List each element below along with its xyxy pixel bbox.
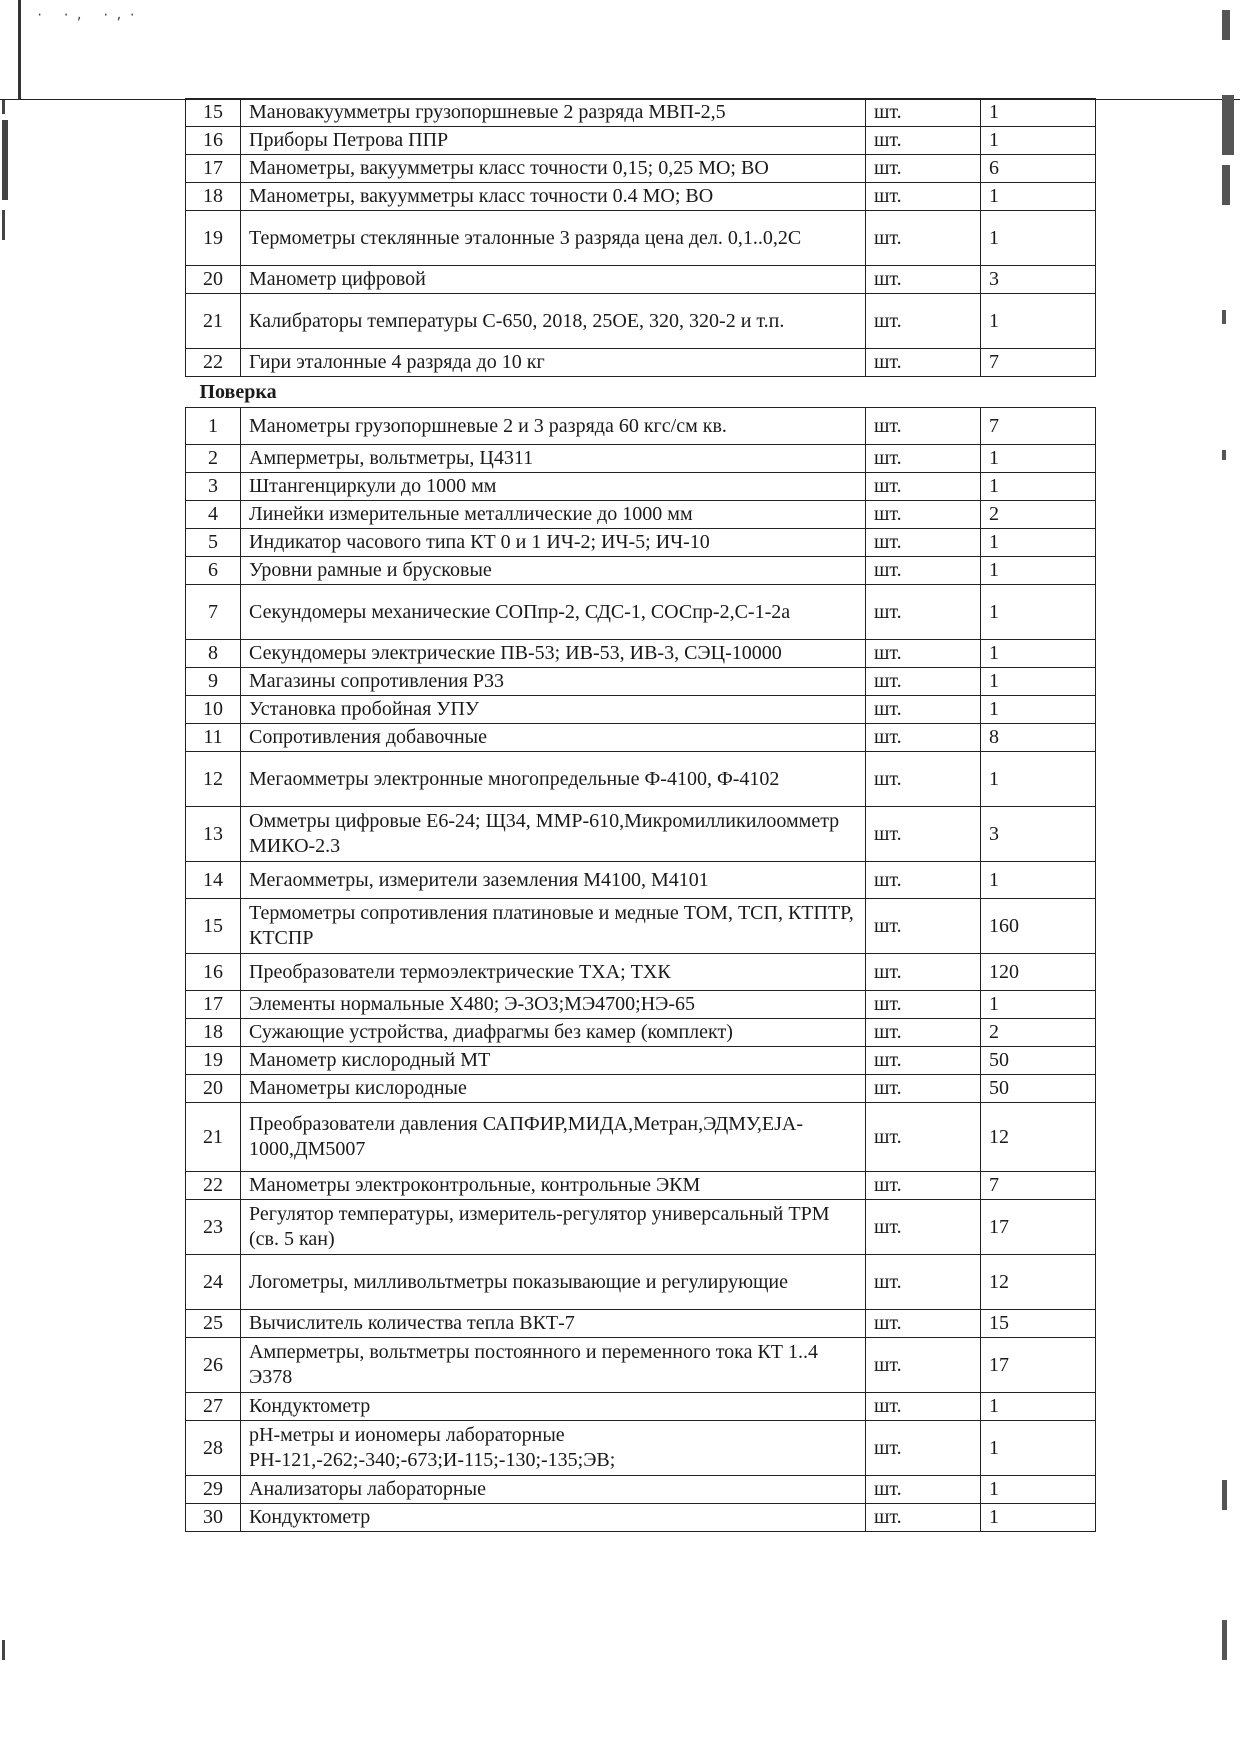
item-name: Манометры кислородные — [241, 1075, 866, 1103]
unit-cell: шт. — [866, 1103, 981, 1172]
quantity-cell: 1 — [981, 211, 1096, 266]
row-number: 10 — [186, 696, 241, 724]
row-number: 20 — [186, 266, 241, 294]
row-number: 21 — [186, 1103, 241, 1172]
quantity-cell: 8 — [981, 724, 1096, 752]
table-row — [186, 1255, 1096, 1310]
unit-cell: шт. — [866, 752, 981, 807]
table-row — [186, 862, 1096, 899]
row-number: 9 — [186, 668, 241, 696]
row-number: 15 — [186, 899, 241, 954]
unit-cell: шт. — [866, 211, 981, 266]
row-number: 15 — [186, 99, 241, 127]
table-row — [186, 1504, 1096, 1532]
unit-cell: шт. — [866, 899, 981, 954]
quantity-cell: 1 — [981, 1476, 1096, 1504]
unit-cell: шт. — [866, 1421, 981, 1476]
quantity-cell: 17 — [981, 1200, 1096, 1255]
row-number: 26 — [186, 1338, 241, 1393]
item-name: Амперметры, вольтметры, Ц4311 — [241, 445, 866, 473]
item-name: Уровни рамные и брусковые — [241, 557, 866, 585]
quantity-cell: 1 — [981, 529, 1096, 557]
unit-cell: шт. — [866, 1393, 981, 1421]
item-name: Амперметры, вольтметры постоянного и переменного тока КТ 1..4 Э378 — [241, 1338, 866, 1393]
unit-cell: шт. — [866, 1172, 981, 1200]
item-name: Элементы нормальные Х480; Э-3О3;МЭ4700;НЭ-65 — [241, 991, 866, 1019]
row-number: 27 — [186, 1393, 241, 1421]
item-name: Магазины сопротивления Р33 — [241, 668, 866, 696]
table-row — [186, 640, 1096, 668]
row-number: 3 — [186, 473, 241, 501]
item-name: Регулятор температуры, измеритель-регулятор универсальный ТРМ (св. 5 кан) — [241, 1200, 866, 1255]
quantity-cell: 50 — [981, 1047, 1096, 1075]
unit-cell: шт. — [866, 807, 981, 862]
quantity-cell: 15 — [981, 1310, 1096, 1338]
item-name: Кондуктометр — [241, 1504, 866, 1532]
table-row — [186, 1172, 1096, 1200]
item-name: Логометры, милливольтметры показывающие и регулирующие — [241, 1255, 866, 1310]
unit-cell: шт. — [866, 408, 981, 445]
item-name: Установка пробойная УПУ — [241, 696, 866, 724]
item-name: Манометры грузопоршневые 2 и 3 разряда 60 кгс/см кв. — [241, 408, 866, 445]
table-row — [186, 1200, 1096, 1255]
item-name: Линейки измерительные металлические до 1000 мм — [241, 501, 866, 529]
table-row — [186, 211, 1096, 266]
table-row — [186, 99, 1096, 127]
item-name: Мегаомметры, измерители заземления М4100, М4101 — [241, 862, 866, 899]
unit-cell: шт. — [866, 668, 981, 696]
unit-cell: шт. — [866, 445, 981, 473]
quantity-cell: 1 — [981, 668, 1096, 696]
table-row — [186, 1393, 1096, 1421]
row-number: 8 — [186, 640, 241, 668]
scan-left-edge-marks — [0, 60, 12, 1760]
quantity-cell: 1 — [981, 445, 1096, 473]
table-row — [186, 473, 1096, 501]
scan-speckles: · ·, ·,· — [36, 8, 142, 22]
quantity-cell: 160 — [981, 899, 1096, 954]
table-row — [186, 294, 1096, 349]
table-row — [186, 445, 1096, 473]
row-number: 16 — [186, 127, 241, 155]
table-row — [186, 1421, 1096, 1476]
unit-cell: шт. — [866, 1476, 981, 1504]
row-number: 22 — [186, 1172, 241, 1200]
quantity-cell: 1 — [981, 183, 1096, 211]
row-number: 30 — [186, 1504, 241, 1532]
quantity-cell: 1 — [981, 640, 1096, 668]
quantity-cell: 12 — [981, 1255, 1096, 1310]
row-number: 29 — [186, 1476, 241, 1504]
section-title: Поверка — [199, 380, 277, 403]
row-number: 19 — [186, 211, 241, 266]
unit-cell: шт. — [866, 1075, 981, 1103]
unit-cell: шт. — [866, 724, 981, 752]
table-row — [186, 991, 1096, 1019]
table-row — [186, 752, 1096, 807]
item-name: Кондуктометр — [241, 1393, 866, 1421]
row-number: 12 — [186, 752, 241, 807]
quantity-cell: 7 — [981, 1172, 1096, 1200]
item-name: Манометры электроконтрольные, контрольные ЭКМ — [241, 1172, 866, 1200]
item-name: Анализаторы лабораторные — [241, 1476, 866, 1504]
unit-cell: шт. — [866, 1255, 981, 1310]
table-row — [186, 529, 1096, 557]
item-name: Индикатор часового типа КТ 0 и 1 ИЧ-2; ИЧ-5; ИЧ-10 — [241, 529, 866, 557]
item-name: Мановакуумметры грузопоршневые 2 разряда МВП-2,5 — [241, 99, 866, 127]
row-number: 19 — [186, 1047, 241, 1075]
table-row — [186, 1075, 1096, 1103]
unit-cell: шт. — [866, 585, 981, 640]
row-number: 24 — [186, 1255, 241, 1310]
table-row — [186, 1310, 1096, 1338]
item-name: Преобразователи термоэлектрические ТХА; ТХК — [241, 954, 866, 991]
row-number: 21 — [186, 294, 241, 349]
row-number: 11 — [186, 724, 241, 752]
row-number: 2 — [186, 445, 241, 473]
unit-cell: шт. — [866, 1338, 981, 1393]
table-row — [186, 1019, 1096, 1047]
item-name: Манометры, вакуумметры класс точности 0,15; 0,25 МО; ВО — [241, 155, 866, 183]
table-row — [186, 1476, 1096, 1504]
unit-cell: шт. — [866, 1200, 981, 1255]
unit-cell: шт. — [866, 183, 981, 211]
item-name: Преобразователи давления САПФИР,МИДА,Метран,ЭДМУ,EJA-1000,ДМ5007 — [241, 1103, 866, 1172]
item-name: Сужающие устройства, диафрагмы без камер (комплект) — [241, 1019, 866, 1047]
table-row — [186, 954, 1096, 991]
item-name: Омметры цифровые Е6-24; Щ34, ММР-610,Микромилликилоомметр МИКО-2.3 — [241, 807, 866, 862]
quantity-cell: 1 — [981, 862, 1096, 899]
quantity-cell: 1 — [981, 696, 1096, 724]
unit-cell: шт. — [866, 862, 981, 899]
equipment-table — [185, 98, 1096, 1532]
table-row — [186, 557, 1096, 585]
row-number: 28 — [186, 1421, 241, 1476]
table-row — [186, 807, 1096, 862]
row-number: 1 — [186, 408, 241, 445]
unit-cell: шт. — [866, 127, 981, 155]
table-row — [186, 408, 1096, 445]
row-number: 18 — [186, 183, 241, 211]
quantity-cell: 1 — [981, 294, 1096, 349]
row-number: 7 — [186, 585, 241, 640]
item-name: Сопротивления добавочные — [241, 724, 866, 752]
item-name: Термометры сопротивления платиновые и медные ТОМ, ТСП, КТПТР, КТСПР — [241, 899, 866, 954]
row-number: 17 — [186, 155, 241, 183]
row-number: 23 — [186, 1200, 241, 1255]
quantity-cell: 1 — [981, 1421, 1096, 1476]
quantity-cell: 2 — [981, 501, 1096, 529]
table-row — [186, 696, 1096, 724]
unit-cell: шт. — [866, 1504, 981, 1532]
quantity-cell: 1 — [981, 991, 1096, 1019]
table-row — [186, 899, 1096, 954]
unit-cell: шт. — [866, 99, 981, 127]
table-row — [186, 155, 1096, 183]
item-name: рН-метры и иономеры лабораторные РН-121,-262;-340;-673;И-115;-130;-135;ЭВ; — [241, 1421, 866, 1476]
quantity-cell: 17 — [981, 1338, 1096, 1393]
scan-right-edge-marks — [1222, 0, 1236, 1754]
unit-cell: шт. — [866, 991, 981, 1019]
quantity-cell: 7 — [981, 408, 1096, 445]
row-number: 18 — [186, 1019, 241, 1047]
item-name: Секундомеры механические СОПпр-2, СДС-1, СОСпр-2,С-1-2а — [241, 585, 866, 640]
quantity-cell: 6 — [981, 155, 1096, 183]
table-row — [186, 127, 1096, 155]
unit-cell: шт. — [866, 954, 981, 991]
table-row — [186, 1047, 1096, 1075]
table-row — [186, 724, 1096, 752]
quantity-cell: 1 — [981, 1504, 1096, 1532]
row-number: 13 — [186, 807, 241, 862]
quantity-cell: 3 — [981, 807, 1096, 862]
table-row — [186, 349, 1096, 377]
item-name: Манометры, вакуумметры класс точности 0.4 МО; ВО — [241, 183, 866, 211]
row-number: 20 — [186, 1075, 241, 1103]
unit-cell: шт. — [866, 529, 981, 557]
row-number: 14 — [186, 862, 241, 899]
row-number: 4 — [186, 501, 241, 529]
table-row — [186, 266, 1096, 294]
quantity-cell: 1 — [981, 127, 1096, 155]
quantity-cell: 12 — [981, 1103, 1096, 1172]
item-name: Штангенциркули до 1000 мм — [241, 473, 866, 501]
scan-edge-mark — [18, 0, 21, 100]
quantity-cell: 1 — [981, 557, 1096, 585]
quantity-cell: 1 — [981, 752, 1096, 807]
quantity-cell: 1 — [981, 473, 1096, 501]
table-row — [186, 585, 1096, 640]
unit-cell: шт. — [866, 266, 981, 294]
unit-cell: шт. — [866, 557, 981, 585]
item-name: Калибраторы температуры С-650, 2018, 25ОЕ, 320, 320-2 и т.п. — [241, 294, 866, 349]
quantity-cell: 1 — [981, 99, 1096, 127]
unit-cell: шт. — [866, 1047, 981, 1075]
item-name: Термометры стеклянные эталонные 3 разряда цена дел. 0,1..0,2С — [241, 211, 866, 266]
row-number: 22 — [186, 349, 241, 377]
table-row — [186, 183, 1096, 211]
row-number: 5 — [186, 529, 241, 557]
item-name: Гири эталонные 4 разряда до 10 кг — [241, 349, 866, 377]
quantity-cell: 7 — [981, 349, 1096, 377]
item-name: Вычислитель количества тепла ВКТ-7 — [241, 1310, 866, 1338]
unit-cell: шт. — [866, 349, 981, 377]
unit-cell: шт. — [866, 473, 981, 501]
unit-cell: шт. — [866, 155, 981, 183]
row-number: 17 — [186, 991, 241, 1019]
quantity-cell: 50 — [981, 1075, 1096, 1103]
section-heading-row — [186, 377, 1096, 408]
unit-cell: шт. — [866, 501, 981, 529]
quantity-cell: 2 — [981, 1019, 1096, 1047]
unit-cell: шт. — [866, 1019, 981, 1047]
row-number: 16 — [186, 954, 241, 991]
item-name: Манометр цифровой — [241, 266, 866, 294]
quantity-cell: 1 — [981, 585, 1096, 640]
table-row — [186, 668, 1096, 696]
item-name: Мегаомметры электронные многопредельные Ф-4100, Ф-4102 — [241, 752, 866, 807]
unit-cell: шт. — [866, 1310, 981, 1338]
item-name: Манометр кислородный МТ — [241, 1047, 866, 1075]
item-name: Приборы Петрова ППР — [241, 127, 866, 155]
row-number: 6 — [186, 557, 241, 585]
table-row — [186, 1103, 1096, 1172]
item-name: Секундомеры электрические ПВ-53; ИВ-53, ИВ-3, СЭЦ-10000 — [241, 640, 866, 668]
quantity-cell: 120 — [981, 954, 1096, 991]
row-number: 25 — [186, 1310, 241, 1338]
unit-cell: шт. — [866, 640, 981, 668]
quantity-cell: 1 — [981, 1393, 1096, 1421]
unit-cell: шт. — [866, 294, 981, 349]
table-row — [186, 501, 1096, 529]
quantity-cell: 3 — [981, 266, 1096, 294]
unit-cell: шт. — [866, 696, 981, 724]
table-row — [186, 1338, 1096, 1393]
